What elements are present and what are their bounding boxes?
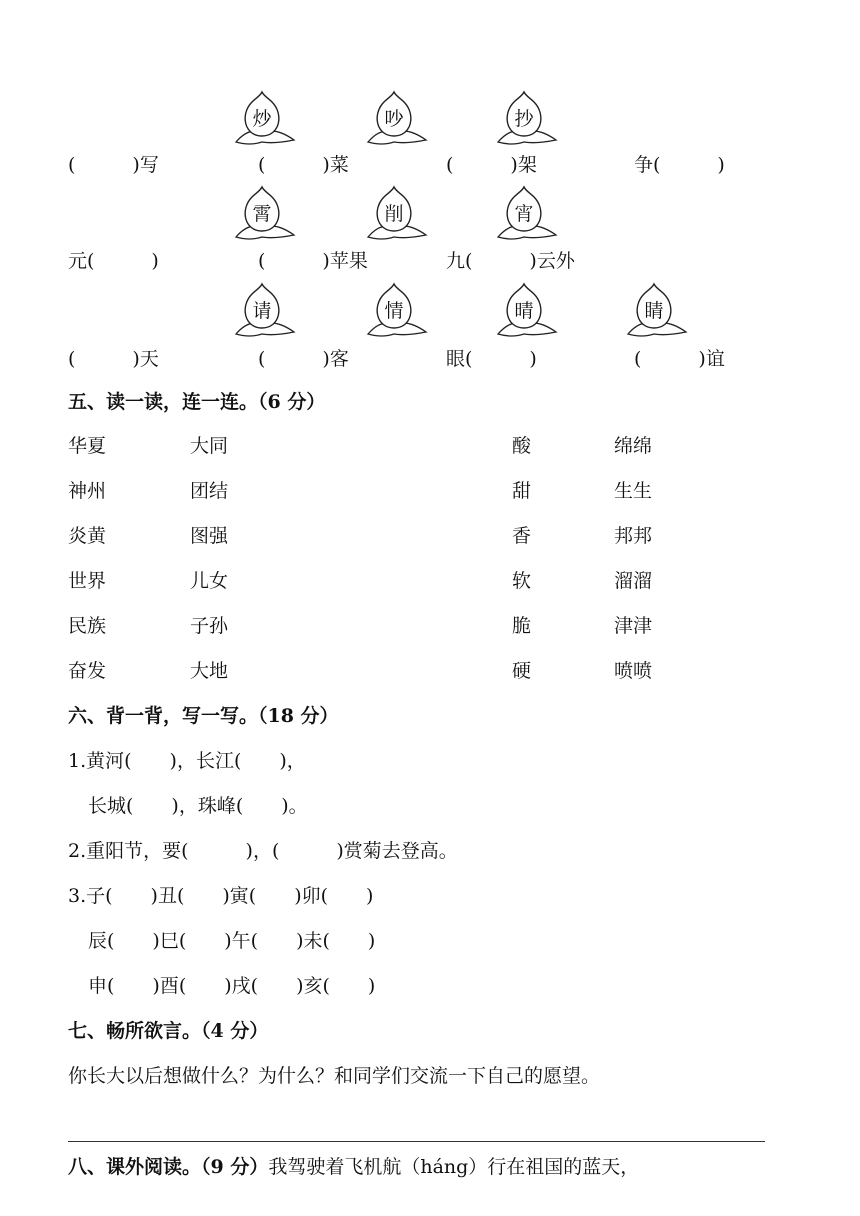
recite-line[interactable]: 辰( )巳( )午( )未( ) (88, 930, 376, 952)
match-item-right[interactable]: 喷喷 (614, 660, 653, 682)
fill-blank[interactable]: ( )写 (68, 154, 159, 176)
peach-char: 睛 (644, 300, 664, 322)
recite-line[interactable]: 申( )酉( )戌( )亥( ) (88, 975, 376, 997)
section-7-title: 七、畅所欲言。（4 分） (68, 1020, 269, 1042)
match-item-right[interactable]: 绵绵 (614, 435, 653, 457)
peach-char: 削 (384, 203, 404, 225)
recite-line[interactable]: 长城( )，珠峰( )。 (88, 795, 308, 817)
peach-char-box (232, 90, 304, 150)
section-8-text: 我驾驶着飞机航（háng）行在祖国的蓝天， (268, 1156, 640, 1178)
peach-char: 情 (384, 300, 404, 322)
section-7-prompt: 你长大以后想做什么？为什么？和同学们交流一下自己的愿望。 (68, 1065, 601, 1087)
match-item-left[interactable]: 脆 (512, 615, 532, 637)
match-item-right[interactable]: 邦邦 (614, 525, 653, 547)
peach-char: 霄 (252, 203, 272, 225)
match-item-left[interactable]: 民族 (68, 615, 107, 637)
section-5-title: 五、读一读，连一连。（6 分） (68, 391, 326, 413)
peach-char: 抄 (514, 108, 534, 130)
peach-char: 吵 (384, 108, 404, 130)
match-item-right[interactable]: 图强 (190, 525, 229, 547)
fill-blank[interactable]: 元( ) (68, 250, 159, 272)
peach-char-box (494, 90, 566, 150)
section-8-title: 八、课外阅读。（9 分） (68, 1156, 269, 1178)
fill-blank[interactable]: ( )菜 (258, 154, 349, 176)
section-6-title: 六、背一背，写一写。（18 分） (68, 705, 339, 727)
fill-blank[interactable]: 眼( ) (446, 348, 537, 370)
match-item-right[interactable]: 溜溜 (614, 570, 653, 592)
match-item-left[interactable]: 软 (512, 570, 532, 592)
match-item-left[interactable]: 世界 (68, 570, 107, 592)
match-item-right[interactable]: 大同 (190, 435, 229, 457)
recite-line[interactable]: 3.子( )丑( )寅( )卯( ) (68, 885, 374, 907)
match-item-left[interactable]: 华夏 (68, 435, 107, 457)
match-item-right[interactable]: 大地 (190, 660, 229, 682)
fill-blank[interactable]: ( )客 (258, 348, 349, 370)
match-item-left[interactable]: 香 (512, 525, 532, 547)
peach-char: 炒 (252, 108, 272, 130)
fill-blank[interactable]: 争( ) (634, 154, 725, 176)
fill-blank[interactable]: ( )谊 (634, 348, 725, 370)
peach-char-box (364, 90, 436, 150)
peach-char-box (232, 282, 304, 342)
match-item-right[interactable]: 生生 (614, 480, 653, 502)
fill-blank[interactable]: 九( )云外 (446, 250, 575, 272)
fill-blank[interactable]: ( )天 (68, 348, 159, 370)
match-item-left[interactable]: 奋发 (68, 660, 107, 682)
match-item-left[interactable]: 炎黄 (68, 525, 107, 547)
match-item-left[interactable]: 甜 (512, 480, 532, 502)
peach-char-box (494, 282, 566, 342)
fill-blank[interactable]: ( )苹果 (258, 250, 368, 272)
peach-char-box (364, 185, 436, 245)
recite-line[interactable]: 2.重阳节，要( )，( )赏菊去登高。 (68, 840, 458, 862)
peach-char: 宵 (514, 203, 534, 225)
peach-char-box (494, 185, 566, 245)
peach-char: 晴 (514, 300, 534, 322)
peach-char-box (624, 282, 696, 342)
peach-char-box (232, 185, 304, 245)
match-item-right[interactable]: 津津 (614, 615, 653, 637)
match-item-right[interactable]: 子孙 (190, 615, 229, 637)
peach-char-box (364, 282, 436, 342)
peach-char: 请 (252, 300, 272, 322)
match-item-left[interactable]: 酸 (512, 435, 532, 457)
match-item-right[interactable]: 儿女 (190, 570, 229, 592)
divider-line (68, 1141, 765, 1142)
section-8-line (68, 1152, 639, 1179)
match-item-right[interactable]: 团结 (190, 480, 229, 502)
match-item-left[interactable]: 硬 (512, 660, 532, 682)
match-item-left[interactable]: 神州 (68, 480, 107, 502)
recite-line[interactable]: 1.黄河( )，长江( )， (68, 750, 306, 772)
fill-blank[interactable]: ( )架 (446, 154, 537, 176)
